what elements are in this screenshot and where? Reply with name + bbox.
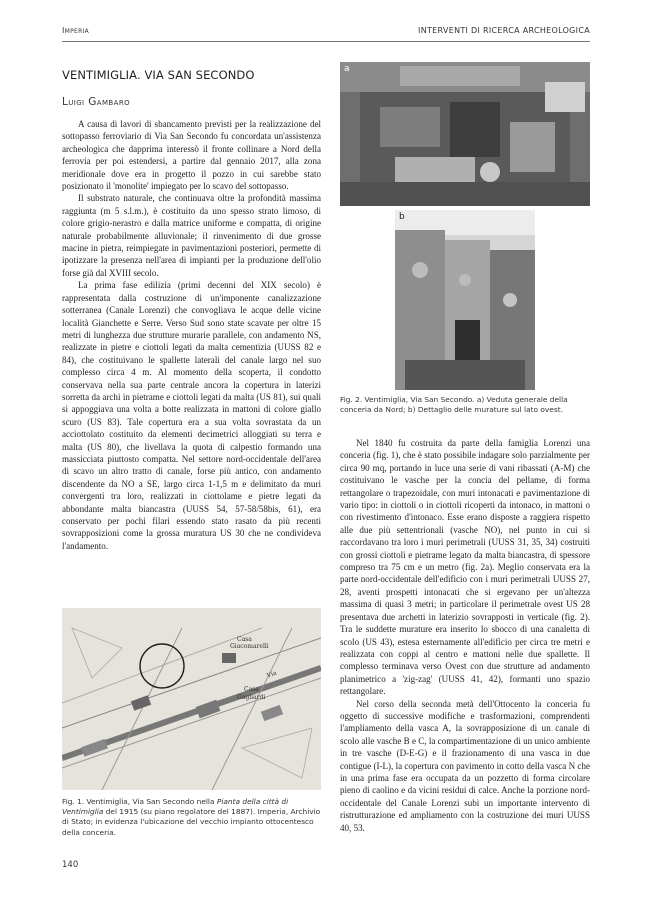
paragraph: A causa di lavori di sbancamento previsti per la realizzazione del sottopasso ferroviario di Via San Secondo fu concordata un'assistenza archeologica che dapprima interessò il fronte collinare a Nord della ferrovia per poi estendersi, a partire dal gennaio 2017, alla zona meridionale dove era in progetto il pozzo in cui sarebbe stato posizionato il 'monolite' impiegato per lo scavo del sottopasso.	[62, 119, 321, 192]
paragraph: Nel 1840 fu costruita da parte della famiglia Lorenzi una conceria (fig. 1), che è stato possibile indagare solo parzialmente per circa 90 mq, portando in luce una serie di vani ribassati (A-M) che costituivano le vasche per la concia del pellame, di forma rettangolare o trapezoidale, con muri intonacati e pavimentazione di vario tipo: in ciottoli o in ciottoli ricoperti da intonaco, in mattoni o con rivestimento d'intonaco. Esse erano disposte a raggiera rispetto alle due più settentrionali (vasche NO), nel punto in cui si raccordavano tra loro i muri perimetrali (UUSS 31, 35, 34) costruiti con grossi ciottoli e pietrame legato da malta biancastra, di spessore compreso tra 75 cm e un metro (fig. 2a). Meglio conservata era la parte nord-occidentale dell'edificio con i muri perimetrali UUSS 27, 28, aventi prospetti intonacati che si ergevano per un'altezza massima di quasi 3 metri; in particolare il perimetrale ovest US 28 presentava due archetti in laterizio sovrapposti in verticale (fig. 2). Tra le suddette murature era inserito lo sbocco di una canaletta di scolo (US 43), estesa esternamente all'edificio per circa tre metri e realizzata con coppi al centro e mattoni nelle due spallette. Il complesso terminava verso Ovest con due strutture ad andamento planimetrico a 'zig-zag' (UUSS 41, 42), formanti uno spazio rettangolare.	[340, 438, 590, 697]
article-title: VENTIMIGLIA. VIA SAN SECONDO	[62, 68, 255, 82]
wall-detail-image	[395, 210, 535, 390]
header-right: INTERVENTI DI RICERCA ARCHEOLOGICA	[418, 26, 590, 35]
excavation-photo-image	[340, 62, 590, 206]
paragraph: Il substrato naturale, che continuava oltre la profondità massima raggiunta (m 5 s.l.m.), è costituito da uno spesso strato limoso, di colore grigio-nerastro e dalla matrice uniforme e compatta, di origine naturale probabilmente alluvionale; il rinvenimento di due grosse macine in pietra, reimpiegate in pavimentazioni posteriori, permette di ipotizzare la presenza nell'area di impianti per la produzione dell'olio forse già dal XVIII secolo.	[62, 193, 321, 278]
figure-1-map	[62, 608, 321, 790]
header-rule	[62, 41, 590, 42]
map-label: Giacomarelli	[230, 643, 269, 650]
map-label: Casa	[237, 636, 252, 643]
paragraph: La prima fase edilizia (primi decenni del XIX secolo) è rappresentata dalla costruzione di un'imponente canalizzazione sotterranea (Canale Lorenzi) che convogliava le acque delle vicine località Gianchette e Serre. Verso Sud sono state scavate per oltre 15 metri di lunghezza due strutture murarie parallele, con andamento NS, realizzate in pietre e ciottoli legati da malta cementizia (UUSS 82 e 84), che costituivano le spallette laterali del canale largo nel suo complesso circa 4 m. Al momento della scoperta, il condotto conservava nella sua parte centrale ancora la copertura in laterizi sorretta da archi in pietrame e ciottoli legati da malta (US 81), sui quali si appoggiava una volta a botte realizzata in mattoni di colore giallo scuro (US 83). Tale copertura era a sua volta sovrastata da un acciottolato costituito da elementi decimetrici alloggiati su terra e malta (US 80), che livellava la quota di calpestio formando una massicciata piuttosto compatta. Nel settore nord-occidentale dell'area di scavo un altro tratto di canale, forse più antico, con andamento discendente da NO a SE, largo circa 1-1,5 m e delimitato da muri convergenti tra loro, realizzati in ciottolame e pietre legati da abbondante malta biancastra (UUSS 54, 57-58/58bis, 61), era conservato per pochi filari essendo stato rasato da più recenti sovrapposizioni come la grossa muratura US 30 che ne condivideva l'andamento.	[62, 280, 321, 551]
historic-map-image	[62, 608, 321, 790]
figure-1-caption: Fig. 1. Ventimiglia, Via San Secondo nella Pianta della città di Ventimiglia del 1915 (su piano regolatore del 1887). Imperia, Archivio di Stato; in evidenza l'ubicazione del vecchio impianto ottocentesco della conceria.	[62, 797, 321, 837]
paragraph: Nel corso della seconda metà dell'Ottocento la conceria fu oggetto di successive modifiche e trasformazioni, comprendenti l'ampliamento della vasca A, la sovrapposizione di un canale di scolo alle vasche B e C, la compartimentazione di un unico ambiente in tre vasche (D-E-G) e il frazionamento di una vasca in due contigue (I-L), la copertura con pavimento in cotto della vasca N che in una prima fase era occupata da un pozzetto di forma circolare pieno di caolino e da vicini residui di calce. Anche la porzione nord-occidentale del Canale Lorenzi subì un importante intervento di ristrutturazione ed ampliamento con la costruzione dei muri UUSS 40, 53.	[340, 698, 590, 833]
figure-2a-label: a	[344, 64, 350, 74]
figure-2-caption: Fig. 2. Ventimiglia, Via San Secondo. a) Veduta generale della conceria da Nord; b) Dettaglio delle murature sul lato ovest.	[340, 395, 568, 415]
page-number: 140	[62, 860, 79, 870]
map-label: Gagliardi	[237, 694, 266, 701]
figure-2b-label: b	[399, 212, 405, 222]
right-column	[340, 437, 590, 834]
article-author: Luigi Gambaro	[62, 96, 130, 108]
header-left: Imperia	[62, 26, 90, 35]
map-label: Via	[266, 669, 278, 680]
map-label: Casa	[244, 686, 259, 693]
figure-2b-photo	[395, 210, 535, 390]
left-column	[62, 118, 321, 552]
figure-2a-photo	[340, 62, 590, 206]
